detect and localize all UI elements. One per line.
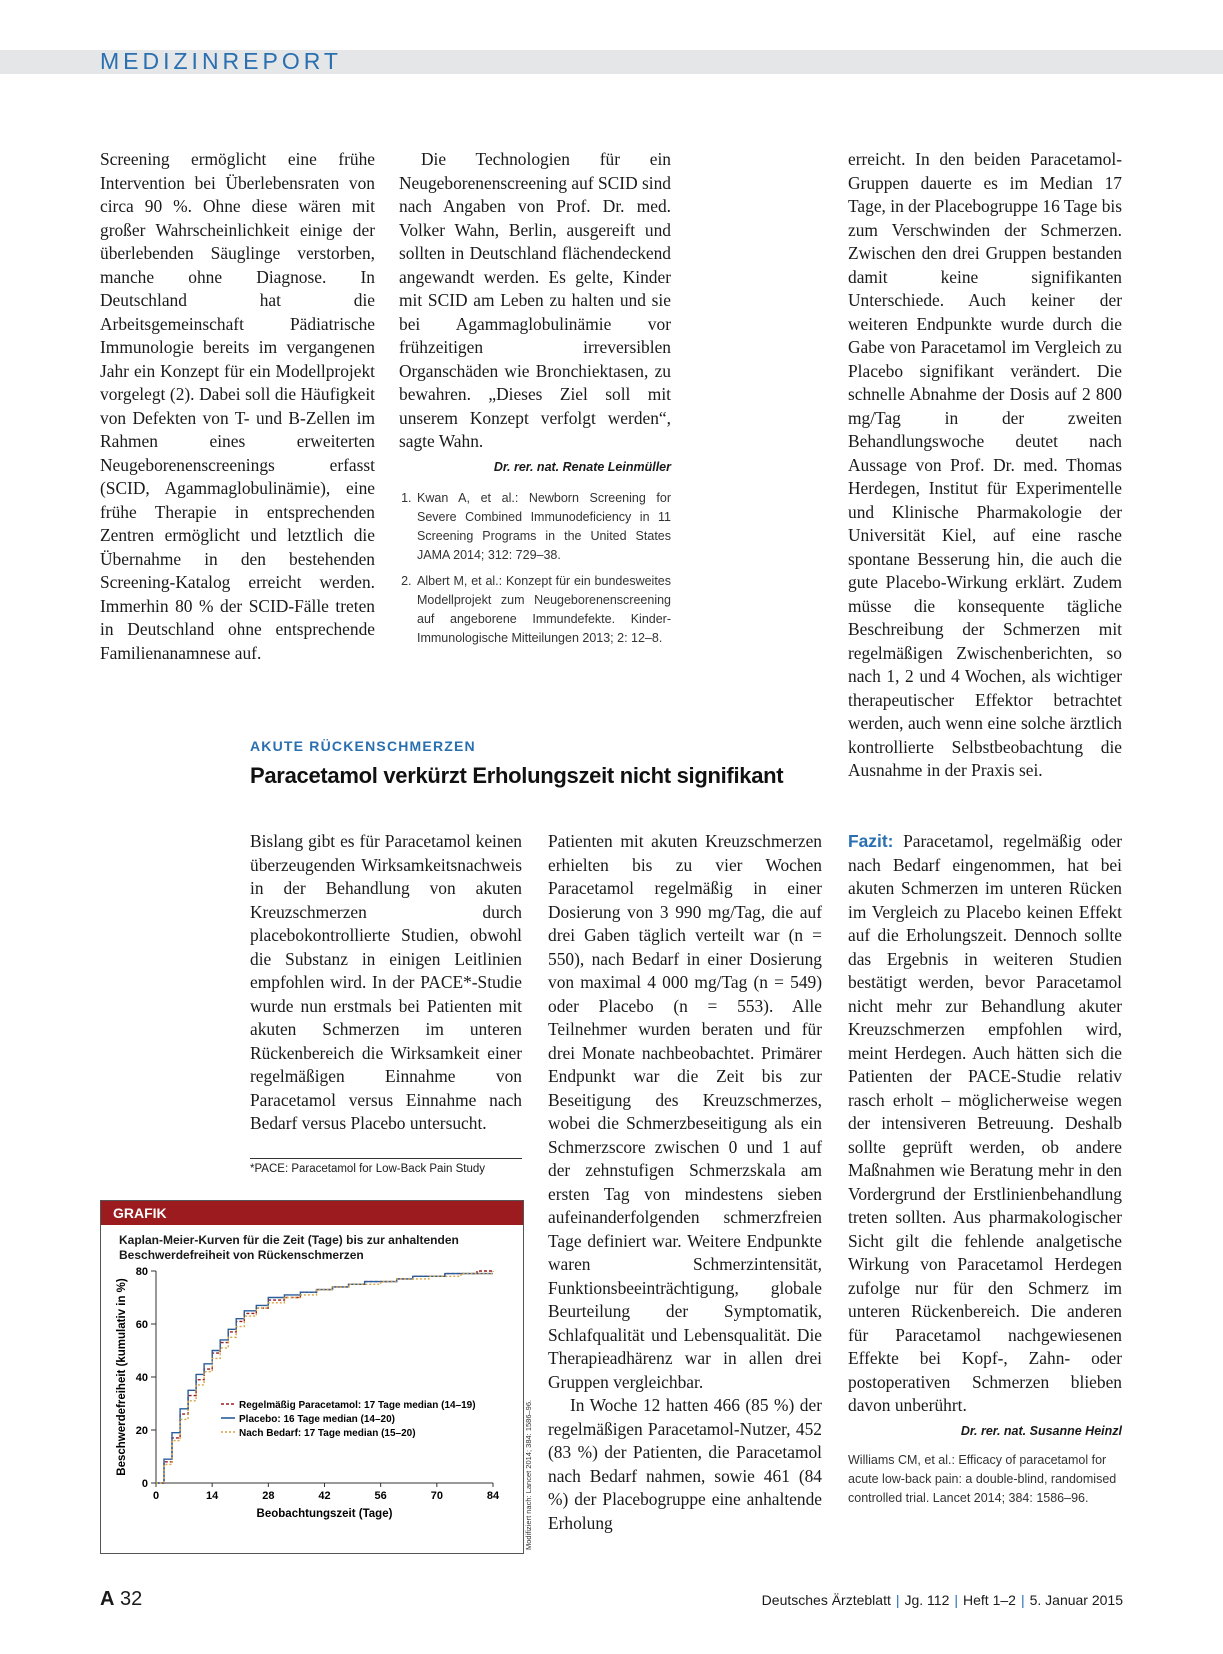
x-tick-label: 0 [152, 1490, 160, 1502]
page-prefix: A [100, 1588, 115, 1610]
graphic-title: Kaplan-Meier-Kurven für die Zeit (Tage) bis zur anhaltenden Beschwerdefreiheit von Rückenschmerzen [119, 1233, 459, 1262]
page-number [100, 1588, 142, 1611]
column-2-text: Die Technologien für ein Neugeborenenscreening auf SCID sind nach Angaben von Prof. Dr. med. Volker Wahn, Berlin, ausgereift und sollten in Deutschland flächendeckend angewandt werden. Es gelte, Kinder mit SCID am Leben zu halten und sie bei Agammaglobulinämie vor frühzeitigen irreversiblen Organschäden wie Bronchiektasen, zu bewahren. „Dieses Ziel soll mit unserem Konzept verfolgt werden“, sagte Wahn. [399, 149, 671, 451]
series-line-2 [156, 1274, 493, 1483]
column-1 [100, 148, 375, 665]
x-tick-label: 84 [486, 1490, 500, 1502]
fazit-text: Paracetamol, regelmäßig oder nach Bedarf eingenommen, hat bei akuten Schmerzen im unteren Rücken im Vergleich zu Placebo keinen Effekt auf die Erholungszeit. Dennoch sollte das Ergebnis in weiteren Studien bestätigt werden, bevor Paracetamol nicht mehr zur Behandlung akuter Kreuzschmerzen empfohlen wird, meint Herdegen. Auch hätten sich die Patienten der PACE-Studie relativ rasch erholt – möglicherweise wegen der intensiveren Betreuung. Deshalb sollte geprüft werden, ob andere Maßnahmen wie Beratung mehr in den Vordergrund der Erstlinienbehandlung treten sollten. Aus pharmakologischer Sicht gilt die fehlende analgetische Wirkung von Paracetamol Herdegen zufolge nur für den Schmerz im unteren Rückenbereich. Die anderen für Paracetamol nachgewiesenen Effekte bei Kopf-, Zahn- oder postoperativen Schmerzen blieben davon unberührt. [848, 831, 1122, 1415]
column-middle-p1: Patienten mit akuten Kreuzschmerzen erhielten bis zu vier Wochen Paracetamol regelmäßig in einer Dosierung von 3 990 mg/Tag, die auf drei Gaben täglich verteilt war (n = 550), nach Bedarf in einer Dosierung von maximal 4 000 mg/Tag (n = 549) oder Placebo (n = 553). Alle Teilnehmer wurden beraten und für drei Monate nachbeobachtet. Primärer Endpunkt war die Zeit bis zur Beseitigung des Kreuzschmerzes, wobei die Schmerzbeseitigung als ein Schmerzscore zwischen 0 und 1 auf der zehnstufigen Schmerzskala am ersten Tag von mindestens sieben aufeinanderfolgenden schmerzfreien Tage definiert war. Weitere Endpunkte waren Schmerzintensität, Funktionsbeeinträchtigung, globale Beurteilung der Symptomatik, Schlafqualität und Lebensqualität. Die Therapieadhärenz war in allen drei Gruppen vergleichbar. [548, 831, 822, 1392]
article-intro [250, 830, 522, 1136]
legend-label-1: Regelmäßig Paracetamol: 17 Tage median (14–19) [239, 1400, 476, 1411]
graphic-label: GRAFIK [101, 1201, 523, 1225]
column-middle-p2: In Woche 12 hatten 466 (85 %) der regelmäßigen Paracetamol-Nutzer, 452 (83 %) der Patienten, die Paracetamol nach Bedarf nahmen, sowie 461 (84 %) der Placebogruppe eine anhaltende Erholung [548, 1395, 822, 1533]
fazit-label: Fazit: [848, 831, 894, 851]
x-tick-label: 70 [430, 1490, 443, 1502]
journal-issue: Heft 1–2 [963, 1592, 1016, 1608]
page-number-value: 32 [120, 1588, 143, 1610]
article-headline: Paracetamol verkürzt Erholungszeit nicht signifikant [250, 763, 784, 788]
journal-date: 5. Januar 2015 [1029, 1592, 1123, 1608]
section-title: MEDIZINREPORT [100, 48, 342, 74]
x-tick-label: 14 [206, 1490, 219, 1502]
column-1-text: Screening ermöglicht eine frühe Intervention bei Überlebensraten von circa 90 %. Ohne diese wären mit großer Wahrscheinlichkeit einige der überlebenden Säuglinge verstorben, manche ohne Diagnose. In Deutschland hat die Arbeitsgemeinschaft Pädiatrische Immunologie bereits im vergangenen Jahr ein Konzept für ein Modellprojekt vorgelegt (2). Dabei soll die Häufigkeit von Defekten von T- und B-Zellen im Rahmen eines erweiterten Neugeborenenscreenings erfasst (SCID, Agammaglobulinämie), eine frühe Therapie in entsprechenden Zentren ermöglicht und letztlich die Übernahme in den bestehenden Screening-Katalog erreicht werden. Immerhin 80 % der SCID-Fälle treten in Deutschland ohne entsprechende Familienanamnese auf. [100, 149, 375, 663]
footnote: *PACE: Paracetamol for Low-Back Pain Study [250, 1158, 522, 1175]
graphic-box [100, 1200, 524, 1554]
y-tick-label: 60 [135, 1319, 148, 1331]
reference-list [399, 489, 671, 648]
journal-footer: Deutsches Ärzteblatt | Jg. 112 | Heft 1–2 | 5. Januar 2015 [761, 1592, 1123, 1608]
x-tick-label: 28 [262, 1490, 275, 1502]
series-line-3 [156, 1271, 493, 1483]
column-3-top [848, 148, 1122, 783]
y-tick-label: 20 [135, 1425, 148, 1437]
fazit-paragraph [848, 830, 1122, 1418]
legend-label-2: Placebo: 16 Tage median (14–20) [239, 1414, 395, 1425]
legend-label-3: Nach Bedarf: 17 Tage median (15–20) [239, 1428, 416, 1439]
y-tick-label: 40 [135, 1372, 148, 1384]
kaplan-meier-chart [101, 1265, 521, 1553]
column-2 [399, 148, 671, 655]
reference-1: 1. Kwan A, et al.: Newborn Screening for Severe Combined Immunodeficiency in 11 Screening Programs in the United States JAMA 2014; 312: 729–38. [415, 489, 671, 565]
column-fazit [848, 830, 1122, 1508]
article-reference: Williams CM, et al.: Efficacy of paracetamol for acute low-back pain: a double-blind, randomised controlled trial. Lancet 2014; 384: 1586–96. [848, 1453, 1117, 1505]
column-middle [548, 830, 822, 1535]
x-tick-label: 42 [318, 1490, 331, 1502]
x-axis-label: Beobachtungszeit (Tage) [256, 1508, 393, 1520]
y-tick-label: 0 [141, 1478, 148, 1490]
source-note [524, 1400, 538, 1550]
x-tick-label: 56 [374, 1490, 387, 1502]
journal-volume: Jg. 112 [904, 1592, 950, 1608]
author-heinzl: Dr. rer. nat. Susanne Heinzl [960, 1423, 1122, 1438]
source-note-text: Modifiziert nach: Lancet 2014; 384: 1586–96. [524, 1399, 533, 1550]
reference-2: 2. Albert M, et al.: Konzept für ein bundesweites Modellprojekt zum Neugeborenenscreening auf angeborene Immundefekte. Kinder-Immunologische Mitteilungen 2013; 2: 12–8. [415, 572, 671, 648]
y-axis-label: Beschwerdefreiheit (kumulativ in %) [116, 1278, 128, 1476]
article-intro-text: Bislang gibt es für Paracetamol keinen überzeugenden Wirksamkeitsnachweis in der Behandlung von akuten Kreuzschmerzen durch placebokontrollierte Studien, obwohl die Substanz in einigen Leitlinien empfohlen wird. In der PACE*-Studie wurde nun erstmals bei Patienten mit akuten Schmerzen im unteren Rückenbereich die Wirksamkeit einer regelmäßigen Einnahme von Paracetamol versus Einnahme nach Bedarf versus Placebo untersucht. [250, 831, 522, 1133]
author-leinmueller: Dr. rer. nat. Renate Leinmüller [493, 459, 671, 474]
column-3-top-text: erreicht. In den beiden Paracetamol-Gruppen dauerte es im Median 17 Tage, in der Placebogruppe 16 Tage bis zum Verschwinden der Schmerzen. Zwischen den drei Gruppen bestanden damit keine signifikanten Unterschiede. Auch keiner der weiteren Endpunkte wurde durch die Gabe von Paracetamol im Vergleich zu Placebo signifikant verändert. Die schnelle Abnahme der Dosis auf 2 800 mg/Tag in der zweiten Behandlungswoche deutet nach Aussage von Prof. Dr. med. Thomas Herdegen, Institut für Experimentelle und Klinische Pharmakologie der Universität Kiel, auf eine rasche spontane Besserung hin, die auch die gute Placebo-Wirkung erklärt. Zudem müsse die konsequente tägliche Beschreibung der Schmerzen mit regelmäßigen Zwischenberichten, so nach 1, 2 und 4 Wochen, als wichtiger therapeutischer Effektor betrachtet werden, auch wenn eine solche ärztlich kontrollierte Selbstbeobachtung die Ausnahme in der Praxis sei. [848, 149, 1122, 780]
y-tick-label: 80 [135, 1266, 148, 1278]
article-kicker: AKUTE RÜCKENSCHMERZEN [250, 738, 476, 754]
journal-name: Deutsches Ärzteblatt [761, 1592, 891, 1608]
series-line-1 [156, 1271, 493, 1483]
